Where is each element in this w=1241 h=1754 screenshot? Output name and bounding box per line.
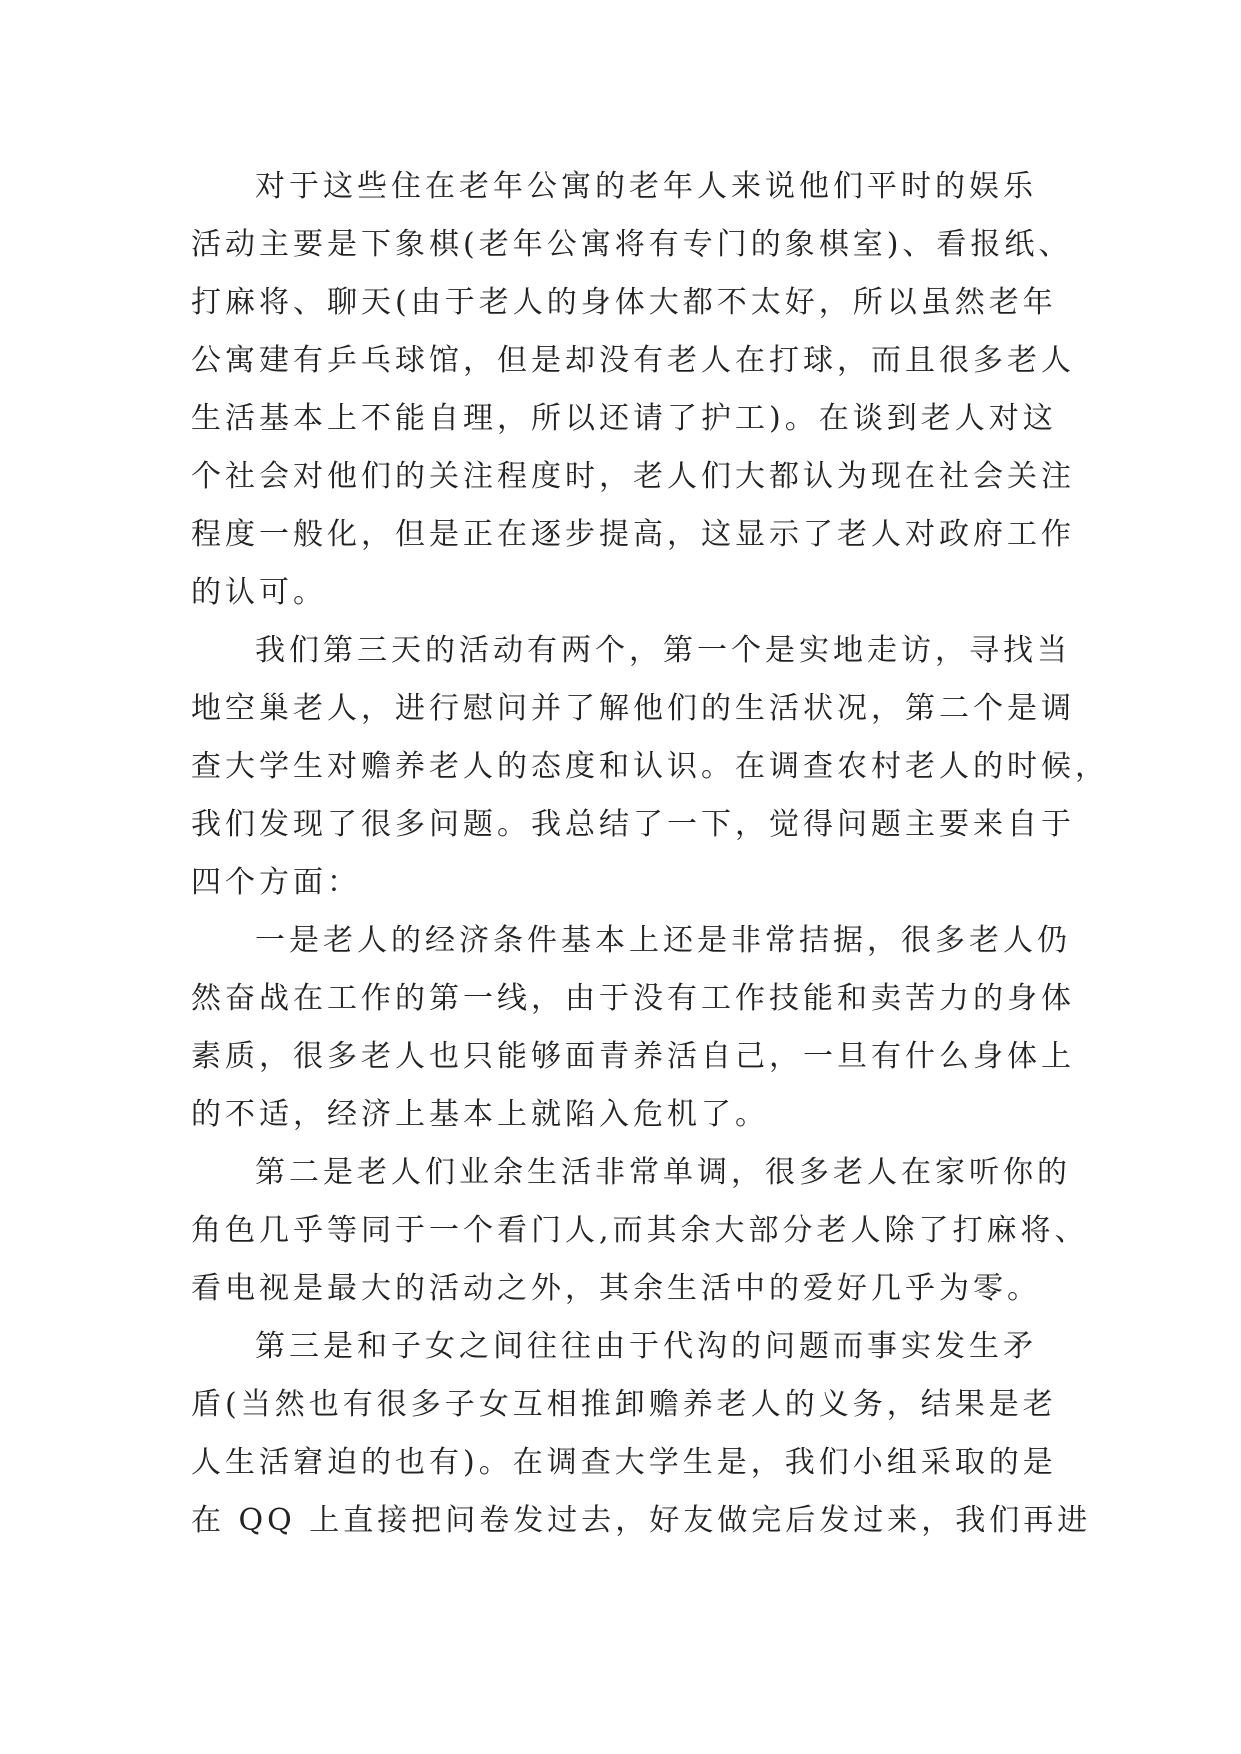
- text-line: 查大学生对赡养老人的态度和认识。在调查农村老人的时候，: [191, 749, 1109, 784]
- text-line: 看电视是最大的活动之外，其余生活中的爱好几乎为零。: [191, 1271, 1041, 1306]
- text-line: 地空巢老人，进行慰问并了解他们的生活状况，第二个是调: [191, 691, 1075, 726]
- document-body: [191, 158, 1109, 1550]
- text-line: 打麻将、聊天(由于老人的身体大都不太好，所以虽然老年: [191, 285, 1057, 320]
- text-line: 个社会对他们的关注程度时，老人们大都认为现在社会关注: [191, 459, 1075, 494]
- text-line: 第三是和子女之间往往由于代沟的问题而事实发生矛: [255, 1329, 1037, 1364]
- text-line: 在 QQ 上直接把问卷发过去，好友做完后发过来，我们再进: [191, 1503, 1092, 1538]
- text-line: 然奋战在工作的第一线，由于没有工作技能和卖苦力的身体: [191, 981, 1075, 1016]
- paragraph-elderly-apartment-activities: [191, 158, 1075, 622]
- text-line: 生活基本上不能自理，所以还请了护工)。在谈到老人对这: [191, 401, 1057, 436]
- text-line: 盾(当然也有很多子女互相推卸赡养老人的义务，结果是老: [191, 1387, 1057, 1422]
- text-line: 对于这些住在老年公寓的老年人来说他们平时的娱乐: [255, 169, 1037, 204]
- text-line: 我们发现了很多问题。我总结了一下，觉得问题主要来自于: [191, 807, 1075, 842]
- text-line: 一是老人的经济条件基本上还是非常拮据，很多老人仍: [255, 923, 1071, 958]
- text-line: 人生活窘迫的也有)。在调查大学生是，我们小组采取的是: [191, 1445, 1057, 1480]
- text-line: 公寓建有乒乓球馆，但是却没有老人在打球，而且很多老人: [191, 343, 1075, 378]
- paragraph-point-one-economy: [191, 912, 1075, 1144]
- text-line: 活动主要是下象棋(老年公寓将有专门的象棋室)、看报纸、: [191, 227, 1073, 262]
- text-line: 角色几乎等同于一个看门人,而其余大部分老人除了打麻将、: [191, 1213, 1089, 1248]
- paragraph-point-three-family: [191, 1318, 1092, 1550]
- paragraph-point-two-leisure: [191, 1144, 1089, 1318]
- text-line: 我们第三天的活动有两个，第一个是实地走访，寻找当: [255, 633, 1071, 668]
- text-line: 的不适，经济上基本上就陷入危机了。: [191, 1097, 769, 1132]
- text-line: 素质，很多老人也只能够面青养活自己，一旦有什么身体上: [191, 1039, 1075, 1074]
- text-line: 第二是老人们业余生活非常单调，很多老人在家听你的: [255, 1155, 1071, 1190]
- text-line: 四个方面：: [191, 865, 361, 900]
- text-line: 程度一般化，但是正在逐步提高，这显示了老人对政府工作: [191, 517, 1075, 552]
- paragraph-third-day-activities: [191, 622, 1109, 912]
- text-line: 的认可。: [191, 575, 327, 610]
